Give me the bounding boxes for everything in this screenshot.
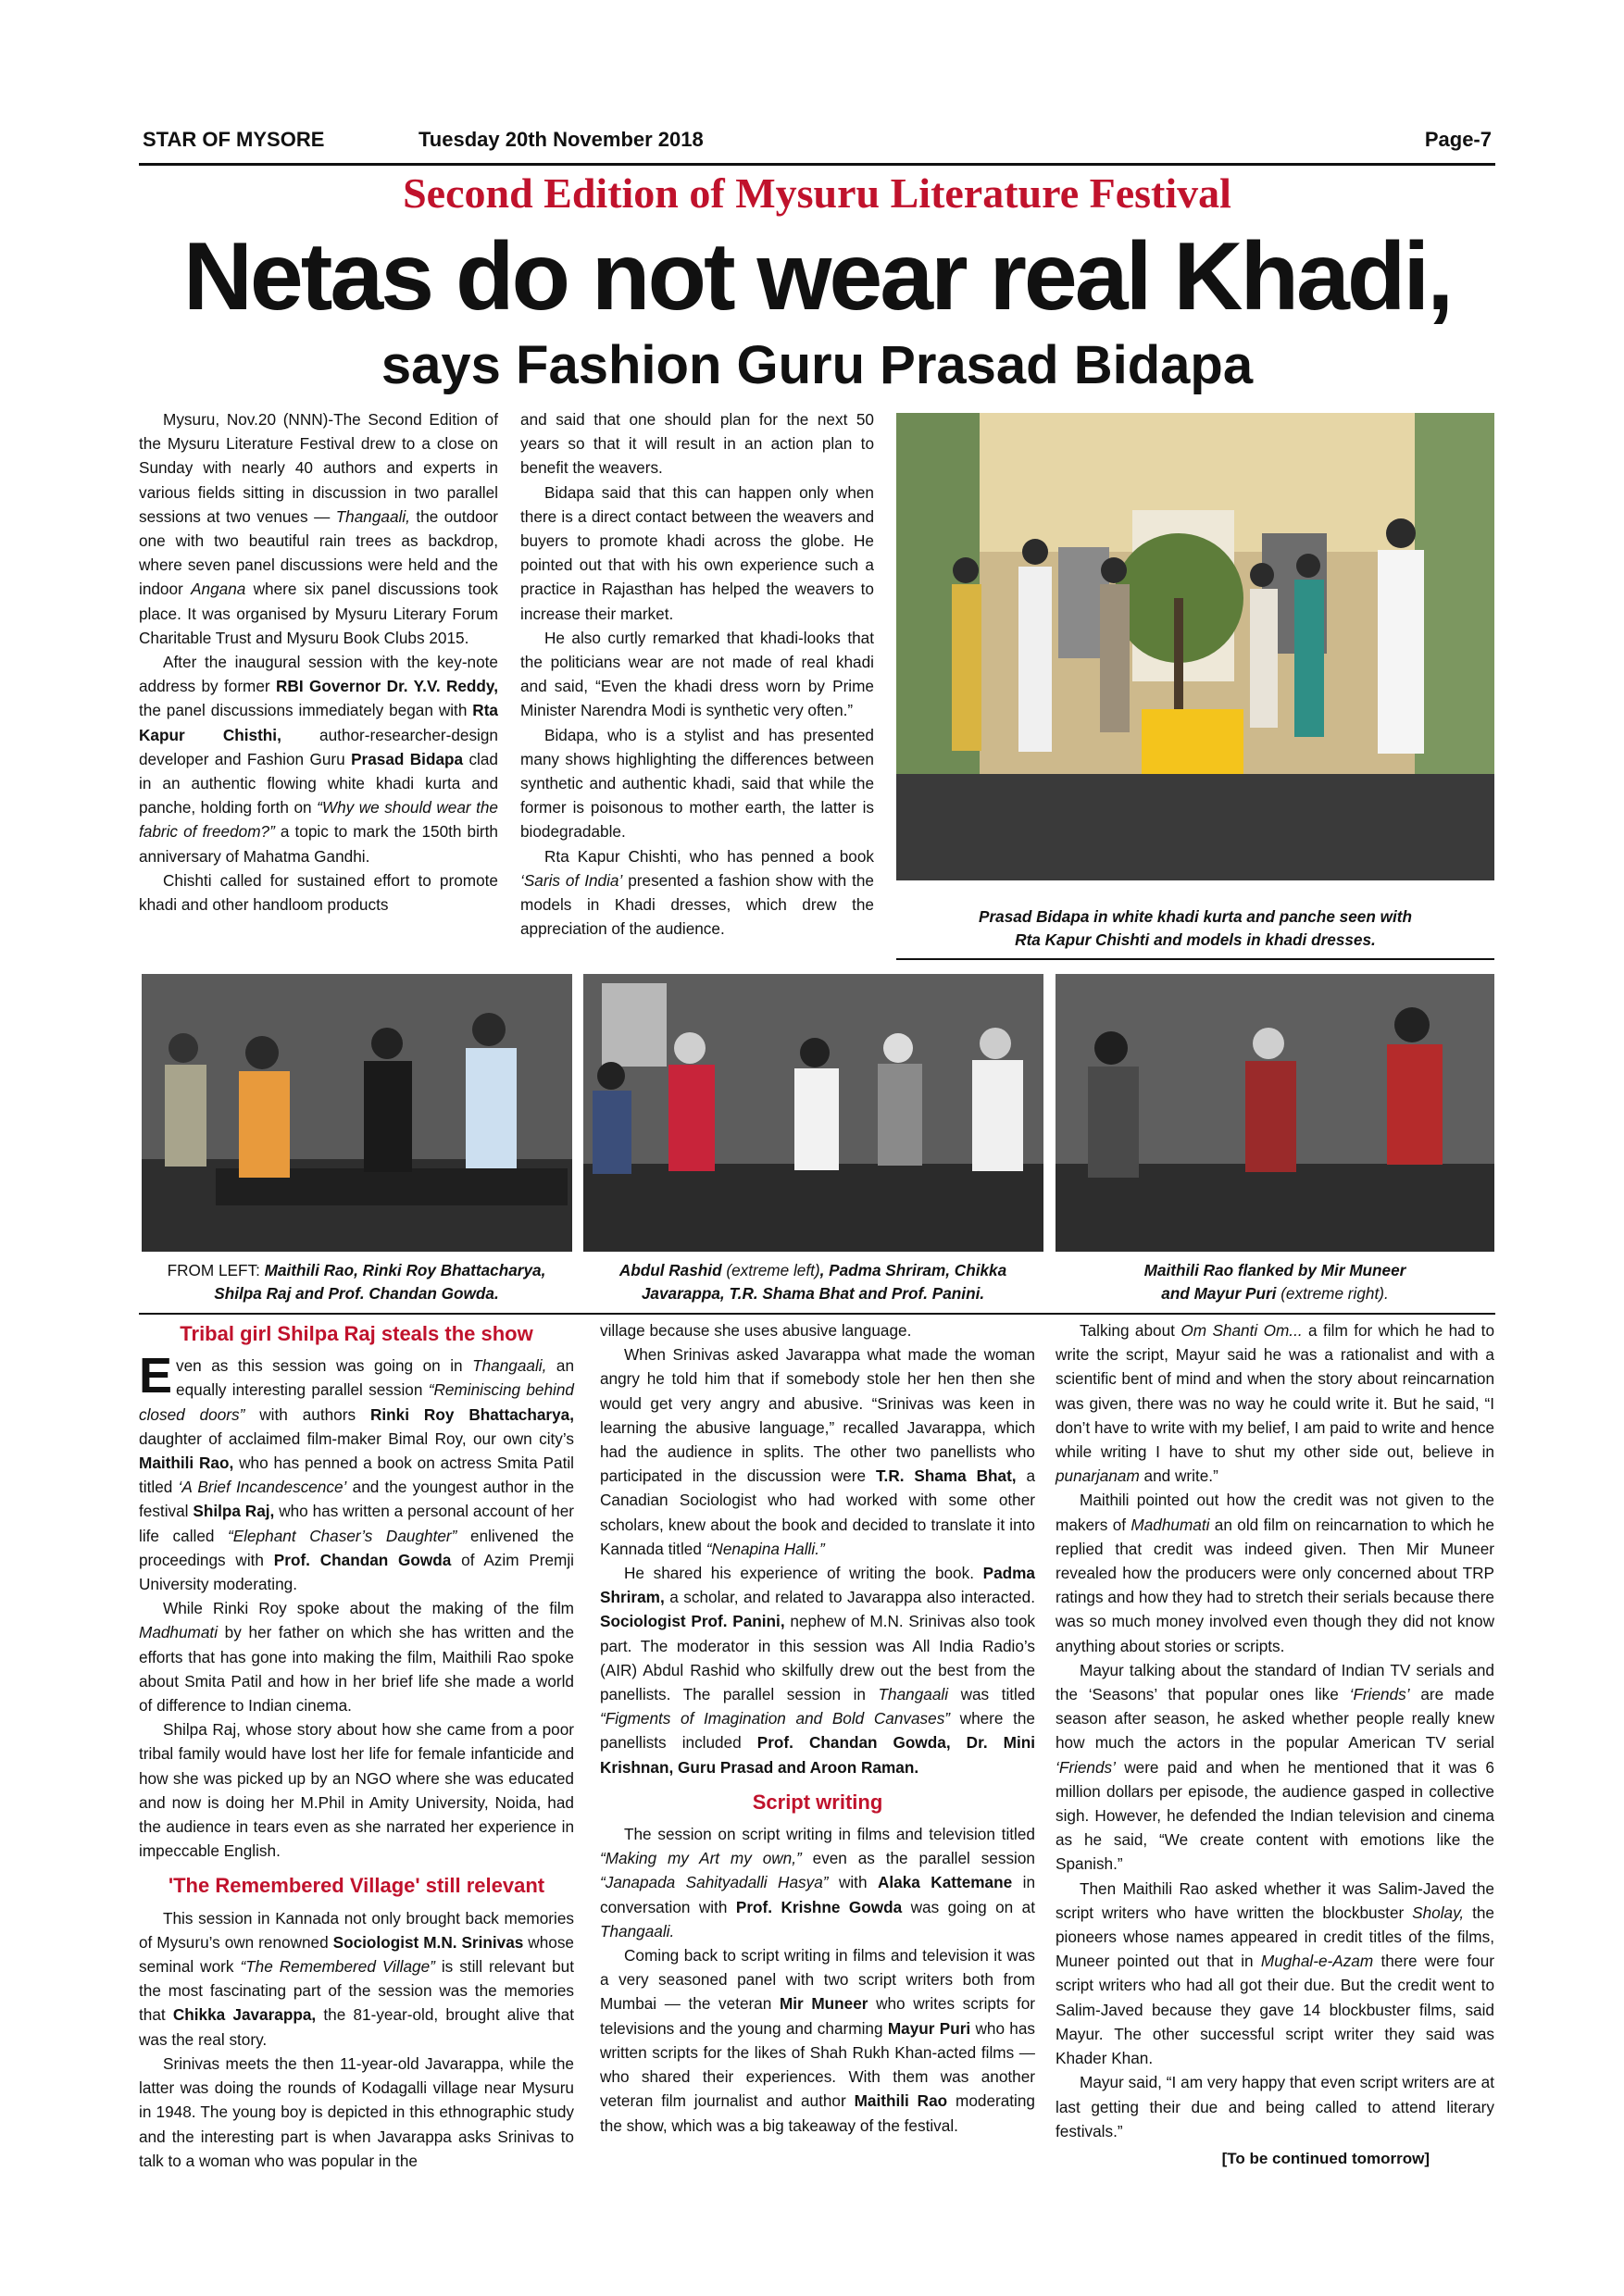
masthead-rule: [139, 163, 1495, 166]
subhead: says Fashion Guru Prasad Bidapa: [381, 335, 1254, 395]
issue-date: Tuesday 20th November 2018: [418, 128, 704, 151]
stage-photo: [896, 413, 1494, 880]
lower-column-2: village because she uses abusive language. When Srinivas asked Javarappa what made the woman angry he told him that if somebody stole her hen then she would get very angry and abusive. “Srinivas was keen in learning the abusive language,” recalled Javarappa, which had the audience in splits. The other two panellists who participated in the discussion were T.R. Shama Bhat, a Canadian Sociologist who had worked with some other scholars, knew about the book and decided to translate it into Kannada titled “Nenapina Halli.” He shared his experience of writing the book. Padma Shriram, a scholar, and related to Javarappa also interacted. Sociologist Prof. Panini, nephew of M.N. Srinivas also took part. The moderator in this session was All India Radio’s (AIR) Abdul Rashid who skilfully drew out the best from the panellists. The parallel session in Thangaali was titled “Figments of Imagination and Bold Canvases” where the panellists included Prof. Chandan Gowda, Dr. Mini Krishnan, Guru Prasad and Aroon Raman. Script writing The session on script writing in films and television titled “Making my Art my own,” even as the parallel session “Janapada Sahityadalli Hasya” with Alaka Kattemane in conversation with Prof. Krishne Gowda was going on at Thangaali. Coming back to script writing in films and television it was a very seasoned panel with two script writers both from Mumbai — the veteran Mir Muneer who writes scripts for televisions and the young and charming Mayur Puri who has written scripts for the likes of Shah Rukh Khan-acted films — who shared their experiences. With them was another veteran film journalist and author Maithili Rao moderating the show, which was a big takeaway of the festival.: [600, 1321, 1036, 2135]
panel-photo-1: [142, 974, 572, 1252]
article-column-1: Mysuru, Nov.20 (NNN)-The Second Edition of the Mysuru Literature Festival drew to a close on Sunday with nearly 40 authors and experts in various fields sitting in discussion in two parallel sessions at two venues — Thangaali, the outdoor one with two beautiful rain trees as backdrop, where seven panel discussions were held and the indoor Angana where six panel discussions took place. It was organised by Mysuru Literary Forum Charitable Trust and Mysuru Book Clubs 2015. After the inaugural session with the key-note address by former RBI Governor Dr. Y.V. Reddy, the panel discussions immediately began with Rta Kapur Chisthi, author-researcher-design developer and Fashion Guru Prasad Bidapa clad in an authentic flowing white khadi kurta and panche, holding forth on “Why we should wear the fabric of freedom?” a topic to mark the 150th birth anniversary of Mahatma Gandhi. Chishti called for sustained effort to promote khadi and other handloom products: [139, 410, 498, 915]
headline: Netas do not wear real Khadi,: [182, 223, 1452, 331]
panel-photo-2-caption: Abdul Rashid (extreme left), Padma Shriram, Chikka Javarappa, T.R. Shama Bhat and Prof. Panini.: [618, 1261, 1007, 1303]
section-head-script: Script writing: [752, 1790, 883, 1814]
panel-photo-3-caption: Maithili Rao flanked by Mir Muneer and Mayur Puri (extreme right).: [1143, 1261, 1406, 1303]
panel-photo-1-caption: FROM LEFT: Maithili Rao, Rinki Roy Bhattacharya, Shilpa Raj and Prof. Chandan Gowda.: [167, 1261, 546, 1303]
page-number: Page-7: [1424, 128, 1492, 151]
panel-photo-3: [1056, 974, 1494, 1252]
lower-column-1: Tribal girl Shilpa Raj steals the show Even as this session was going on in Thangaali, an equally interesting parallel session “Reminiscing behind closed doors” with authors Rinki Roy Bhattacharya, daughter of acclaimed film-maker Bimal Roy, our own city’s Maithili Rao, who has penned a book on actress Smita Patil titled ‘A Brief Incandescence’ and the youngest author in the festival Shilpa Raj, who has written a personal account of her life called “Elephant Chaser’s Daughter” enlivened the proceedings with Prof. Chandan Gowda of Azim Premji University moderating. While Rinki Roy spoke about the making of the film Madhumati by her father on which she has written and the efforts that has gone into making the film, Maithili Rao spoke about Smita Patil and how in her brief life she made a world of difference to Indian cinema. Shilpa Raj, whose story about how she came from a poor tribal family would have lost her life for female infanticide and how she was picked up by an NGO where she was educated and now is doing her M.Phil in Amity University, Noida, had the audience in tears even as she narrated her experience in impeccable English. 'The Remembered Village' still relevant This session in Kannada not only brought back memories of Mysuru’s own renowned Sociologist M.N. Srinivas whose seminal work “The Remembered Village” is still relevant but the most fascinating part of the session was the memories that Chikka Javarappa, the 81-year-old, brought alive that was the real story. Srinivas meets the then 11-year-old Javarappa, while the latter was doing the rounds of Kodagalli village near Mysuru in 1948. The young boy is depicted in this ethnographic study and the interesting part is when Javarappa asks Srinivas to talk to a woman who was popular in the: [139, 1322, 575, 2170]
lower-column-3: Talking about Om Shanti Om... a film for which he had to write the script, Mayur said he was a rationalist and with a scientific bent of mind and when the story about reincarnation was given, there was no way he could write it. But he said, “I don’t have to write with my belief, I am paid to write and hence while writing I have to shut my other side out, believe in punarjanam and write.” Maithili pointed out how the credit was not given to the makers of Madhumati an old film on reincarnation to which he replied that credit was indeed given. Then Mir Muneer revealed how the producers were only concerned about TRP ratings and how they had to stretch their serials because there was so much money involved even though they did not know anything about stories or scripts. Mayur talking about the standard of Indian TV serials and the ‘Seasons’ that popular ones like ‘Friends’ are made season after season, he asked whether people really knew how much the actors in the popular American TV serial ‘Friends’ were paid and when he mentioned that it was 6 million dollars per episode, the audience gasped in collective sigh. However, he defended the Indian television and cinema as he said, “We create content with emotions like the Spanish.” Then Maithili Rao asked whether it was Salim-Javed the script writers who have written the blockbuster Sholay, the pioneers whose names appeared in credit titles of the films, Muneer pointed out that in Mughal-e-Azam there were four script writers who had all got their due. But the credit went to Salim-Javed because they gave 14 blockbuster films, said Mayur. The other successful script writer they said was Khader Khan. Mayur said, “I am very happy that even script writers are at last getting their due and being called to attend literary festivals.” [To be continued tomorrow]: [1056, 1318, 1494, 2171]
panel-photo-2: [583, 974, 1043, 1252]
section-head-tribal: Tribal girl Shilpa Raj steals the show: [180, 1322, 533, 1345]
kicker: Second Edition of Mysuru Literature Festival: [403, 169, 1231, 217]
continued-note: [To be continued tomorrow]: [1221, 2149, 1430, 2167]
stage-photo-caption: Prasad Bidapa in white khadi kurta and panche seen with Rta Kapur Chishti and models in khadi dresses.: [979, 907, 1412, 949]
caption-rule: [896, 958, 1494, 960]
photo-row-rule: [139, 1313, 1495, 1315]
section-head-village: 'The Remembered Village' still relevant: [168, 1874, 545, 1898]
paper-name: STAR OF MYSORE: [143, 128, 325, 151]
masthead: [139, 128, 1495, 159]
article-column-2: and said that one should plan for the next 50 years so that it will result in an action plan to benefit the weavers. Bidapa said that this can happen only when there is a direct contact between the weavers and buyers to promote khadi across the globe. He pointed out that with his own experience such a practice in Rajasthan has helped the weavers to increase their market. He also curtly remarked that khadi-looks that the politicians wear are not made of real khadi and said, “Even the khadi dress worn by Prime Minister Narendra Modi is synthetic very often.” Bidapa, who is a stylist and has presented many shows highlighting the differences between synthetic and authentic khadi, said that while the former is poisonous to mother earth, the latter is biodegradable. Rta Kapur Chishti, who has penned a book ‘Saris of India’ presented a fashion show with the models in Khadi dresses, which drew the appreciation of the audience.: [520, 410, 874, 939]
